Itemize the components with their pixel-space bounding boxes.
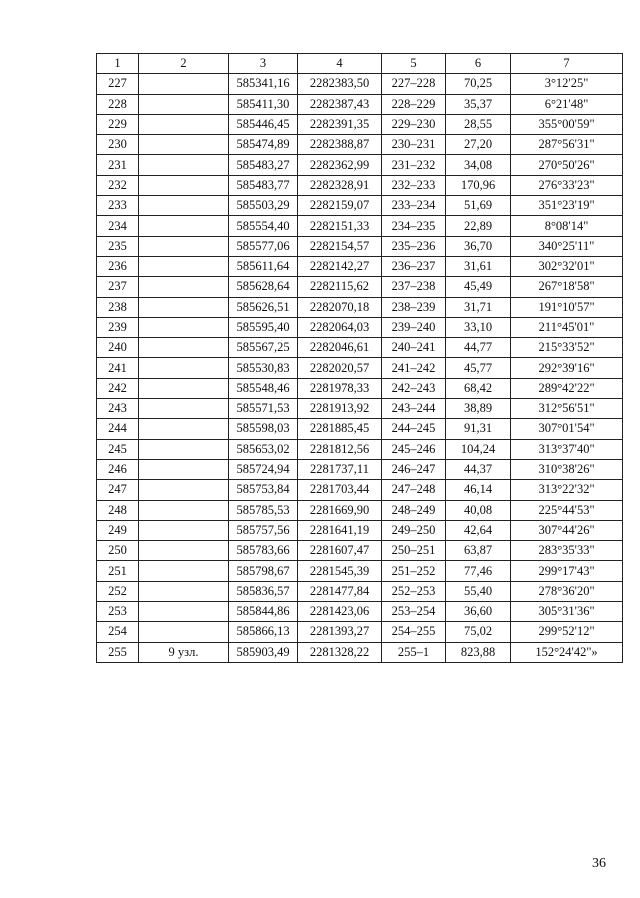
table-row [97,74,623,94]
cell-bearing: 355°00'59" [511,114,623,134]
cell-x-coordinate: 585836,57 [229,581,298,601]
cell-y-coordinate: 2282391,35 [298,114,382,134]
cell-node-note [139,480,229,500]
table-row [97,297,623,317]
table-row [97,175,623,195]
table-row [97,155,623,175]
table-row [97,541,623,561]
cell-y-coordinate: 2281423,06 [298,602,382,622]
cell-segment: 244–245 [382,419,446,439]
cell-length: 51,69 [446,196,511,216]
cell-node-note [139,74,229,94]
cell-length: 44,37 [446,459,511,479]
cell-bearing: 6°21'48" [511,94,623,114]
cell-segment: 240–241 [382,338,446,358]
cell-x-coordinate: 585530,83 [229,358,298,378]
table-row [97,480,623,500]
cell-y-coordinate: 2282064,03 [298,317,382,337]
cell-y-coordinate: 2282046,61 [298,338,382,358]
cell-point-number: 254 [97,622,139,642]
cell-point-number: 238 [97,297,139,317]
cell-point-number: 243 [97,399,139,419]
table-row [97,439,623,459]
cell-point-number: 250 [97,541,139,561]
cell-segment: 252–253 [382,581,446,601]
cell-x-coordinate: 585866,13 [229,622,298,642]
cell-node-note [139,114,229,134]
cell-node-note [139,317,229,337]
cell-length: 63,87 [446,541,511,561]
cell-length: 31,61 [446,256,511,276]
cell-point-number: 244 [97,419,139,439]
cell-x-coordinate: 585626,51 [229,297,298,317]
cell-x-coordinate: 585844,86 [229,602,298,622]
cell-node-note [139,155,229,175]
column-header: 4 [298,54,382,74]
cell-segment: 255–1 [382,642,446,662]
cell-segment: 236–237 [382,256,446,276]
cell-point-number: 245 [97,439,139,459]
cell-point-number: 229 [97,114,139,134]
cell-segment: 231–232 [382,155,446,175]
cell-segment: 229–230 [382,114,446,134]
column-header: 5 [382,54,446,74]
cell-y-coordinate: 2282070,18 [298,297,382,317]
cell-node-note [139,338,229,358]
cell-bearing: 287°56'31" [511,135,623,155]
cell-bearing: 305°31'36" [511,602,623,622]
cell-x-coordinate: 585554,40 [229,216,298,236]
cell-bearing: 313°22'32" [511,480,623,500]
cell-node-note [139,581,229,601]
cell-node-note [139,256,229,276]
cell-segment: 242–243 [382,378,446,398]
cell-x-coordinate: 585903,49 [229,642,298,662]
coordinates-table [96,53,623,663]
cell-y-coordinate: 2281913,92 [298,399,382,419]
cell-bearing: 351°23'19" [511,196,623,216]
column-header: 3 [229,54,298,74]
cell-x-coordinate: 585567,25 [229,338,298,358]
cell-length: 55,40 [446,581,511,601]
cell-x-coordinate: 585724,94 [229,459,298,479]
column-header: 6 [446,54,511,74]
cell-length: 45,77 [446,358,511,378]
cell-point-number: 240 [97,338,139,358]
cell-segment: 246–247 [382,459,446,479]
cell-segment: 233–234 [382,196,446,216]
cell-y-coordinate: 2282328,91 [298,175,382,195]
cell-x-coordinate: 585548,46 [229,378,298,398]
table-row [97,317,623,337]
cell-bearing: 283°35'33" [511,541,623,561]
cell-segment: 228–229 [382,94,446,114]
header-row [97,54,623,74]
cell-y-coordinate: 2282387,43 [298,94,382,114]
cell-length: 31,71 [446,297,511,317]
cell-point-number: 232 [97,175,139,195]
cell-bearing: 289°42'22" [511,378,623,398]
cell-x-coordinate: 585474,89 [229,135,298,155]
cell-point-number: 236 [97,256,139,276]
table-row [97,378,623,398]
table-row [97,561,623,581]
cell-segment: 239–240 [382,317,446,337]
table-row [97,114,623,134]
cell-segment: 243–244 [382,399,446,419]
cell-x-coordinate: 585628,64 [229,277,298,297]
cell-point-number: 227 [97,74,139,94]
cell-point-number: 247 [97,480,139,500]
cell-y-coordinate: 2281703,44 [298,480,382,500]
table-row [97,520,623,540]
cell-bearing: 312°56'51" [511,399,623,419]
table-row [97,399,623,419]
cell-y-coordinate: 2281885,45 [298,419,382,439]
cell-segment: 227–228 [382,74,446,94]
table-row [97,358,623,378]
cell-bearing: 313°37'40" [511,439,623,459]
cell-y-coordinate: 2281737,11 [298,459,382,479]
cell-point-number: 237 [97,277,139,297]
cell-node-note [139,520,229,540]
cell-point-number: 231 [97,155,139,175]
cell-bearing: 299°52'12" [511,622,623,642]
cell-y-coordinate: 2281978,33 [298,378,382,398]
cell-y-coordinate: 2281669,90 [298,500,382,520]
cell-point-number: 253 [97,602,139,622]
cell-point-number: 241 [97,358,139,378]
cell-y-coordinate: 2282020,57 [298,358,382,378]
cell-segment: 248–249 [382,500,446,520]
cell-bearing: 340°25'11" [511,236,623,256]
cell-point-number: 255 [97,642,139,662]
cell-x-coordinate: 585753,84 [229,480,298,500]
cell-length: 22,89 [446,216,511,236]
table-row [97,196,623,216]
cell-node-note [139,135,229,155]
cell-length: 68,42 [446,378,511,398]
cell-segment: 251–252 [382,561,446,581]
cell-segment: 253–254 [382,602,446,622]
cell-x-coordinate: 585757,56 [229,520,298,540]
cell-node-note [139,439,229,459]
column-header: 1 [97,54,139,74]
cell-y-coordinate: 2282159,07 [298,196,382,216]
cell-length: 75,02 [446,622,511,642]
table-row [97,135,623,155]
cell-x-coordinate: 585783,66 [229,541,298,561]
cell-bearing: 310°38'26" [511,459,623,479]
cell-point-number: 228 [97,94,139,114]
cell-x-coordinate: 585577,06 [229,236,298,256]
table-row [97,459,623,479]
cell-length: 33,10 [446,317,511,337]
cell-y-coordinate: 2281641,19 [298,520,382,540]
cell-length: 40,08 [446,500,511,520]
cell-length: 42,64 [446,520,511,540]
cell-bearing: 292°39'16" [511,358,623,378]
cell-node-note [139,622,229,642]
cell-y-coordinate: 2281477,84 [298,581,382,601]
cell-node-note [139,236,229,256]
table-header [97,54,623,74]
cell-y-coordinate: 2282362,99 [298,155,382,175]
table-row [97,94,623,114]
cell-segment: 254–255 [382,622,446,642]
cell-length: 91,31 [446,419,511,439]
cell-length: 34,08 [446,155,511,175]
table-row [97,622,623,642]
cell-y-coordinate: 2282142,27 [298,256,382,276]
cell-node-note [139,378,229,398]
table-row [97,500,623,520]
cell-length: 38,89 [446,399,511,419]
cell-segment: 235–236 [382,236,446,256]
cell-node-note [139,196,229,216]
cell-y-coordinate: 2282154,57 [298,236,382,256]
cell-y-coordinate: 2281393,27 [298,622,382,642]
cell-y-coordinate: 2282388,87 [298,135,382,155]
cell-bearing: 211°45'01" [511,317,623,337]
cell-point-number: 249 [97,520,139,540]
cell-segment: 238–239 [382,297,446,317]
cell-x-coordinate: 585653,02 [229,439,298,459]
cell-x-coordinate: 585798,67 [229,561,298,581]
cell-x-coordinate: 585341,16 [229,74,298,94]
cell-bearing: 152°24'42"» [511,642,623,662]
cell-bearing: 307°01'54" [511,419,623,439]
cell-node-note [139,358,229,378]
cell-point-number: 230 [97,135,139,155]
cell-length: 45,49 [446,277,511,297]
cell-segment: 237–238 [382,277,446,297]
table-row [97,642,623,662]
page-number: 36 [592,856,606,871]
cell-node-note [139,419,229,439]
cell-node-note [139,94,229,114]
cell-point-number: 233 [97,196,139,216]
cell-y-coordinate: 2281545,39 [298,561,382,581]
cell-length: 77,46 [446,561,511,581]
cell-node-note [139,500,229,520]
column-header: 7 [511,54,623,74]
cell-segment: 245–246 [382,439,446,459]
cell-node-note [139,216,229,236]
cell-x-coordinate: 585611,64 [229,256,298,276]
cell-bearing: 299°17'43" [511,561,623,581]
cell-node-note [139,297,229,317]
cell-x-coordinate: 585411,30 [229,94,298,114]
cell-y-coordinate: 2281328,22 [298,642,382,662]
table-body [97,74,623,663]
cell-node-note [139,459,229,479]
cell-bearing: 8°08'14" [511,216,623,236]
cell-segment: 250–251 [382,541,446,561]
cell-x-coordinate: 585595,40 [229,317,298,337]
column-header: 2 [139,54,229,74]
cell-x-coordinate: 585571,53 [229,399,298,419]
cell-y-coordinate: 2281607,47 [298,541,382,561]
cell-point-number: 239 [97,317,139,337]
cell-y-coordinate: 2282115,62 [298,277,382,297]
cell-point-number: 252 [97,581,139,601]
cell-length: 35,37 [446,94,511,114]
table-row [97,256,623,276]
cell-bearing: 302°32'01" [511,256,623,276]
cell-x-coordinate: 585483,77 [229,175,298,195]
cell-length: 823,88 [446,642,511,662]
cell-segment: 241–242 [382,358,446,378]
cell-bearing: 270°50'26" [511,155,623,175]
cell-bearing: 3°12'25" [511,74,623,94]
cell-point-number: 248 [97,500,139,520]
cell-node-note: 9 узл. [139,642,229,662]
cell-length: 27,20 [446,135,511,155]
cell-node-note [139,175,229,195]
cell-y-coordinate: 2281812,56 [298,439,382,459]
cell-bearing: 278°36'20" [511,581,623,601]
table-row [97,419,623,439]
cell-length: 28,55 [446,114,511,134]
cell-segment: 234–235 [382,216,446,236]
table-row [97,277,623,297]
cell-segment: 230–231 [382,135,446,155]
cell-x-coordinate: 585785,53 [229,500,298,520]
cell-x-coordinate: 585503,29 [229,196,298,216]
cell-node-note [139,399,229,419]
cell-point-number: 242 [97,378,139,398]
table-row [97,581,623,601]
cell-length: 70,25 [446,74,511,94]
cell-length: 36,70 [446,236,511,256]
cell-length: 46,14 [446,480,511,500]
cell-x-coordinate: 585598,03 [229,419,298,439]
cell-bearing: 267°18'58" [511,277,623,297]
cell-point-number: 246 [97,459,139,479]
table-row [97,338,623,358]
cell-bearing: 276°33'23" [511,175,623,195]
cell-x-coordinate: 585446,45 [229,114,298,134]
table-row [97,602,623,622]
table-row [97,216,623,236]
cell-point-number: 251 [97,561,139,581]
cell-node-note [139,277,229,297]
cell-length: 44,77 [446,338,511,358]
cell-bearing: 215°33'52" [511,338,623,358]
cell-y-coordinate: 2282151,33 [298,216,382,236]
cell-point-number: 235 [97,236,139,256]
cell-segment: 249–250 [382,520,446,540]
cell-length: 170,96 [446,175,511,195]
cell-x-coordinate: 585483,27 [229,155,298,175]
table-row [97,236,623,256]
cell-point-number: 234 [97,216,139,236]
cell-bearing: 191°10'57" [511,297,623,317]
cell-node-note [139,541,229,561]
cell-node-note [139,561,229,581]
cell-length: 104,24 [446,439,511,459]
cell-y-coordinate: 2282383,50 [298,74,382,94]
cell-node-note [139,602,229,622]
cell-length: 36,60 [446,602,511,622]
cell-segment: 232–233 [382,175,446,195]
cell-segment: 247–248 [382,480,446,500]
cell-bearing: 307°44'26" [511,520,623,540]
cell-bearing: 225°44'53" [511,500,623,520]
